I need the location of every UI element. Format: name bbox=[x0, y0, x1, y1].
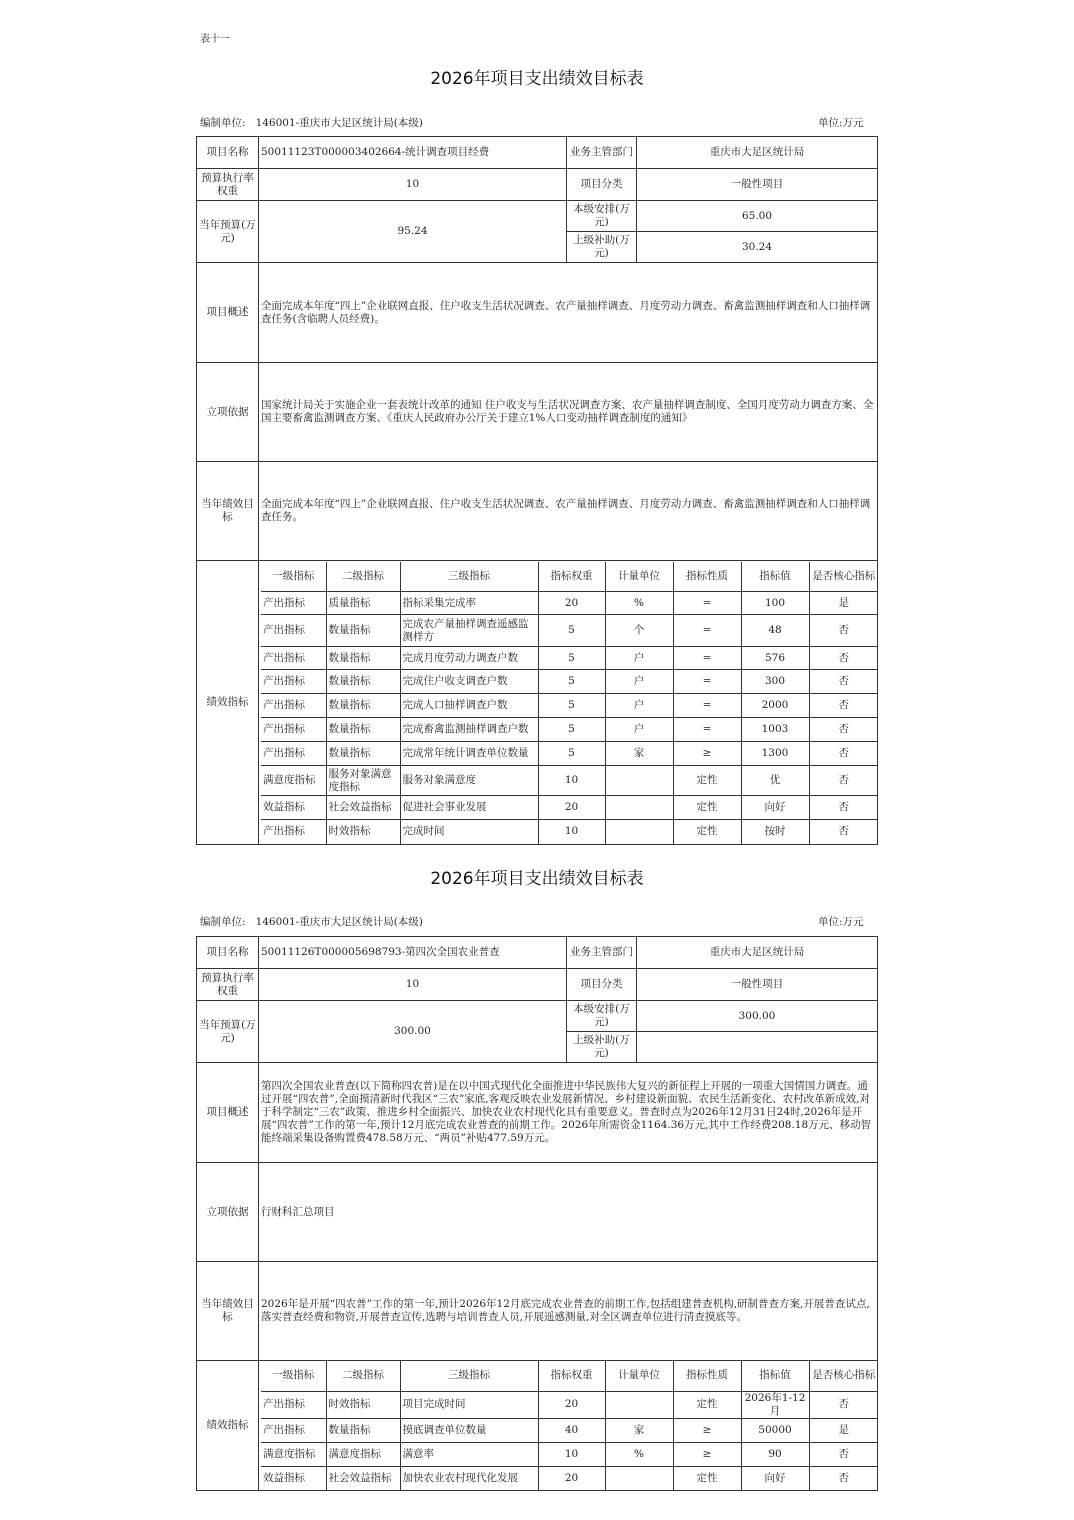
cell-unit: 户 bbox=[605, 670, 673, 694]
budget-local: 65.00 bbox=[637, 201, 878, 232]
cell-level1: 产出指标 bbox=[261, 670, 326, 694]
label-weight: 预算执行率权重 bbox=[197, 969, 259, 1001]
table-2-title: 2026年项目支出绩效目标表 bbox=[430, 869, 644, 889]
unit-label: 编制单位: bbox=[200, 916, 246, 928]
cell-level1: 产出指标 bbox=[261, 615, 326, 647]
cell-level3: 完成住户收支调查户数 bbox=[400, 670, 538, 694]
label-local: 本级安排(万元) bbox=[567, 1001, 637, 1032]
cell-value: 向好 bbox=[741, 1466, 809, 1490]
label-goal: 当年绩效目标 bbox=[197, 462, 259, 561]
sheet-number: 表十一 bbox=[200, 34, 230, 45]
weight: 10 bbox=[259, 169, 567, 201]
cell-level2: 服务对象满意度指标 bbox=[326, 766, 400, 796]
cell-level2: 数量指标 bbox=[326, 1418, 400, 1442]
cell-core: 否 bbox=[809, 718, 878, 742]
cell-nature: 定性 bbox=[673, 1466, 741, 1490]
cell-level2: 社会效益指标 bbox=[326, 796, 400, 820]
cell-level1: 效益指标 bbox=[261, 796, 326, 820]
category: 一般性项目 bbox=[637, 969, 878, 1001]
header-value: 指标值 bbox=[741, 562, 809, 592]
header-unit: 计量单位 bbox=[605, 1361, 673, 1391]
cell-core: 否 bbox=[809, 742, 878, 766]
overview: 第四次全国农业普查(以下简称四农普)是在以中国式现代化全面推进中华民族伟大复兴的新征程上开展的一项重大国情国力调查。通过开展“四农普”,全面摸清新时代我区“三农”家底,客观反映农业发展新情况、乡村建设新面貌、农民生活新变化、农村改革新成效,对于科学制定“三农”政策、推进乡村全面振兴、加快农业农村现代化具有重要意义。普查时点为2026年12月31日24时,2026年是开展“四农普”工作的第一年,预计12月底完成农业普查的前期工作。2026年所需资金1164.36万元,其中工作经费208.18万元、移动智能终端采集设备购置费478.58万元、“两员”补贴477.59万元。 bbox=[259, 1063, 878, 1163]
budget-local: 300.00 bbox=[637, 1001, 878, 1032]
table-row bbox=[261, 718, 878, 742]
table-row bbox=[261, 694, 878, 718]
cell-weight: 10 bbox=[538, 820, 605, 844]
label-budget: 当年预算(万元) bbox=[197, 201, 259, 263]
cell-level3: 加快农业农村现代化发展 bbox=[400, 1466, 538, 1490]
label-overview: 项目概述 bbox=[197, 263, 259, 363]
cell-level1: 产出指标 bbox=[261, 1418, 326, 1442]
cell-core: 否 bbox=[809, 670, 878, 694]
cell-level3: 满意率 bbox=[400, 1442, 538, 1466]
cell-unit: 户 bbox=[605, 718, 673, 742]
table-row bbox=[261, 592, 878, 615]
cell-level2: 社会效益指标 bbox=[326, 1466, 400, 1490]
label-basis: 立项依据 bbox=[197, 1163, 259, 1262]
label-superior: 上级补助(万元) bbox=[567, 232, 637, 263]
cell-level3: 完成时间 bbox=[400, 820, 538, 844]
cell-weight: 10 bbox=[538, 1442, 605, 1466]
table-2 bbox=[196, 936, 878, 1491]
header-weight: 指标权重 bbox=[538, 562, 605, 592]
unit-value: 146001-重庆市大足区统计局(本级) bbox=[255, 916, 423, 928]
project-name: 50011123T000003402664-统计调查项目经费 bbox=[259, 137, 567, 169]
cell-nature: ≥ bbox=[673, 742, 741, 766]
cell-nature: = bbox=[673, 718, 741, 742]
cell-level2: 质量指标 bbox=[326, 592, 400, 615]
cell-core: 否 bbox=[809, 615, 878, 647]
cell-value: 2026年1-12月 bbox=[741, 1391, 809, 1418]
budget-superior bbox=[637, 1032, 878, 1063]
header-level1: 一级指标 bbox=[261, 1361, 326, 1391]
dept: 重庆市大足区统计局 bbox=[637, 937, 878, 969]
cell-weight: 20 bbox=[538, 796, 605, 820]
cell-core: 否 bbox=[809, 1391, 878, 1418]
cell-value: 2000 bbox=[741, 694, 809, 718]
unit-value: 146001-重庆市大足区统计局(本级) bbox=[255, 117, 423, 129]
cell-nature: 定性 bbox=[673, 796, 741, 820]
table-2-unit bbox=[200, 914, 423, 929]
cell-nature: = bbox=[673, 670, 741, 694]
basis: 国家统计局关于实施企业一套表统计改革的通知 住户收支与生活状况调查方案、农产量抽样调查制度、全国月度劳动力调查方案、全国主要畜禽监测调查方案、《重庆人民政府办公厅关于建立1%人口变动抽样调查制度的通知》 bbox=[259, 363, 878, 462]
cell-level2: 时效指标 bbox=[326, 820, 400, 844]
header-weight: 指标权重 bbox=[538, 1361, 605, 1391]
cell-weight: 5 bbox=[538, 694, 605, 718]
table-row bbox=[261, 796, 878, 820]
cell-value: 48 bbox=[741, 615, 809, 647]
cell-level1: 效益指标 bbox=[261, 1466, 326, 1490]
label-dept: 业务主管部门 bbox=[567, 937, 637, 969]
table-row bbox=[261, 647, 878, 670]
dept: 重庆市大足区统计局 bbox=[637, 137, 878, 169]
header-nature: 指标性质 bbox=[673, 562, 741, 592]
cell-unit: 户 bbox=[605, 694, 673, 718]
budget-total: 95.24 bbox=[259, 201, 567, 263]
cell-level3: 完成人口抽样调查户数 bbox=[400, 694, 538, 718]
cell-core: 否 bbox=[809, 1466, 878, 1490]
header-level1: 一级指标 bbox=[261, 562, 326, 592]
header-core: 是否核心指标 bbox=[809, 562, 878, 592]
cell-value: 按时 bbox=[741, 820, 809, 844]
cell-nature: ≥ bbox=[673, 1442, 741, 1466]
header-level3: 三级指标 bbox=[400, 562, 538, 592]
overview: 全面完成本年度“四上”企业联网直报、住户收支生活状况调查、农产量抽样调查、月度劳动力调查、畜禽监测抽样调查和人口抽样调查任务(含临聘人员经费)。 bbox=[259, 263, 878, 363]
cell-core: 否 bbox=[809, 766, 878, 796]
cell-level3: 完成月度劳动力调查户数 bbox=[400, 647, 538, 670]
cell-level2: 满意度指标 bbox=[326, 1442, 400, 1466]
cell-nature: 定性 bbox=[673, 766, 741, 796]
table-row bbox=[261, 670, 878, 694]
cell-level1: 产出指标 bbox=[261, 592, 326, 615]
indicator-table bbox=[261, 562, 878, 844]
label-superior: 上级补助(万元) bbox=[567, 1032, 637, 1063]
header-core: 是否核心指标 bbox=[809, 1361, 878, 1391]
cell-unit bbox=[605, 820, 673, 844]
cell-level3: 完成畜禽监测抽样调查户数 bbox=[400, 718, 538, 742]
cell-level3: 项目完成时间 bbox=[400, 1391, 538, 1418]
cell-unit bbox=[605, 1466, 673, 1490]
cell-value: 1003 bbox=[741, 718, 809, 742]
cell-value: 优 bbox=[741, 766, 809, 796]
label-basis: 立项依据 bbox=[197, 363, 259, 462]
cell-value: 1300 bbox=[741, 742, 809, 766]
table-row bbox=[261, 1466, 878, 1490]
table-1-currency: 单位:万元 bbox=[818, 117, 864, 129]
cell-level3: 指标采集完成率 bbox=[400, 592, 538, 615]
cell-value: 向好 bbox=[741, 796, 809, 820]
cell-unit: 个 bbox=[605, 615, 673, 647]
cell-weight: 10 bbox=[538, 766, 605, 796]
cell-weight: 5 bbox=[538, 670, 605, 694]
cell-value: 100 bbox=[741, 592, 809, 615]
label-overview: 项目概述 bbox=[197, 1063, 259, 1163]
header-level2: 二级指标 bbox=[326, 562, 400, 592]
table-1-title: 2026年项目支出绩效目标表 bbox=[430, 69, 644, 89]
cell-level1: 产出指标 bbox=[261, 694, 326, 718]
cell-core: 否 bbox=[809, 1442, 878, 1466]
label-budget: 当年预算(万元) bbox=[197, 1001, 259, 1063]
cell-weight: 20 bbox=[538, 1466, 605, 1490]
cell-weight: 20 bbox=[538, 1391, 605, 1418]
budget-total: 300.00 bbox=[259, 1001, 567, 1063]
label-category: 项目分类 bbox=[567, 969, 637, 1001]
table-2-currency: 单位:万元 bbox=[818, 916, 864, 928]
label-dept: 业务主管部门 bbox=[567, 137, 637, 169]
cell-nature: 定性 bbox=[673, 1391, 741, 1418]
cell-nature: = bbox=[673, 647, 741, 670]
cell-value: 90 bbox=[741, 1442, 809, 1466]
cell-level1: 满意度指标 bbox=[261, 1442, 326, 1466]
cell-core: 是 bbox=[809, 1418, 878, 1442]
cell-weight: 40 bbox=[538, 1418, 605, 1442]
cell-level1: 产出指标 bbox=[261, 742, 326, 766]
cell-core: 否 bbox=[809, 694, 878, 718]
cell-nature: = bbox=[673, 615, 741, 647]
cell-value: 300 bbox=[741, 670, 809, 694]
table-row bbox=[261, 1418, 878, 1442]
cell-level2: 数量指标 bbox=[326, 615, 400, 647]
cell-level3: 完成农产量抽样调查遥感监测样方 bbox=[400, 615, 538, 647]
table-1 bbox=[196, 136, 878, 845]
table-row bbox=[261, 615, 878, 647]
header-level2: 二级指标 bbox=[326, 1361, 400, 1391]
cell-weight: 5 bbox=[538, 615, 605, 647]
cell-level2: 数量指标 bbox=[326, 647, 400, 670]
label-indicators: 绩效指标 bbox=[197, 1361, 259, 1491]
cell-weight: 5 bbox=[538, 647, 605, 670]
cell-level1: 产出指标 bbox=[261, 718, 326, 742]
cell-unit: % bbox=[605, 1442, 673, 1466]
basis: 行财科汇总项目 bbox=[259, 1163, 878, 1262]
category: 一般性项目 bbox=[637, 169, 878, 201]
cell-unit: 户 bbox=[605, 647, 673, 670]
label-indicators: 绩效指标 bbox=[197, 561, 259, 845]
cell-weight: 20 bbox=[538, 592, 605, 615]
cell-level3: 促进社会事业发展 bbox=[400, 796, 538, 820]
project-name: 50011126T000005698793-第四次全国农业普查 bbox=[259, 937, 567, 969]
cell-unit: 家 bbox=[605, 1418, 673, 1442]
unit-label: 编制单位: bbox=[200, 117, 246, 129]
cell-level1: 产出指标 bbox=[261, 647, 326, 670]
goal: 全面完成本年度“四上”企业联网直报、住户收支生活状况调查、农产量抽样调查、月度劳动力调查、畜禽监测抽样调查和人口抽样调查任务。 bbox=[259, 462, 878, 561]
label-goal: 当年绩效目标 bbox=[197, 1262, 259, 1361]
cell-level1: 产出指标 bbox=[261, 1391, 326, 1418]
cell-nature: = bbox=[673, 694, 741, 718]
cell-weight: 5 bbox=[538, 742, 605, 766]
cell-core: 否 bbox=[809, 647, 878, 670]
header-value: 指标值 bbox=[741, 1361, 809, 1391]
cell-level2: 数量指标 bbox=[326, 694, 400, 718]
cell-unit bbox=[605, 1391, 673, 1418]
header-nature: 指标性质 bbox=[673, 1361, 741, 1391]
cell-level1: 满意度指标 bbox=[261, 766, 326, 796]
cell-core: 是 bbox=[809, 592, 878, 615]
cell-unit: % bbox=[605, 592, 673, 615]
cell-level2: 数量指标 bbox=[326, 670, 400, 694]
header-level3: 三级指标 bbox=[400, 1361, 538, 1391]
cell-level2: 数量指标 bbox=[326, 742, 400, 766]
indicator-table bbox=[261, 1361, 878, 1490]
indicator-cell bbox=[259, 1361, 878, 1491]
cell-core: 否 bbox=[809, 820, 878, 844]
label-weight: 预算执行率权重 bbox=[197, 169, 259, 201]
table-1-unit bbox=[200, 115, 423, 130]
weight: 10 bbox=[259, 969, 567, 1001]
table-row bbox=[261, 742, 878, 766]
cell-level2: 数量指标 bbox=[326, 718, 400, 742]
cell-level3: 服务对象满意度 bbox=[400, 766, 538, 796]
label-project-name: 项目名称 bbox=[197, 937, 259, 969]
cell-nature: 定性 bbox=[673, 820, 741, 844]
table-row bbox=[261, 766, 878, 796]
goal: 2026年是开展“四农普”工作的第一年,预计2026年12月底完成农业普查的前期工作,包括组建普查机构,研制普查方案,开展普查试点,落实普查经费和物资,开展普查宣传,选聘与培训普查人员,开展遥感测量,对全区调查单位进行清查摸底等。 bbox=[259, 1262, 878, 1361]
cell-level3: 摸底调查单位数量 bbox=[400, 1418, 538, 1442]
cell-level3: 完成常年统计调查单位数量 bbox=[400, 742, 538, 766]
label-local: 本级安排(万元) bbox=[567, 201, 637, 232]
cell-value: 576 bbox=[741, 647, 809, 670]
cell-core: 否 bbox=[809, 796, 878, 820]
indicator-cell bbox=[259, 561, 878, 845]
cell-weight: 5 bbox=[538, 718, 605, 742]
header-unit: 计量单位 bbox=[605, 562, 673, 592]
label-category: 项目分类 bbox=[567, 169, 637, 201]
table-row bbox=[261, 1391, 878, 1418]
budget-superior: 30.24 bbox=[637, 232, 878, 263]
cell-level2: 时效指标 bbox=[326, 1391, 400, 1418]
cell-nature: ≥ bbox=[673, 1418, 741, 1442]
label-project-name: 项目名称 bbox=[197, 137, 259, 169]
table-row bbox=[261, 820, 878, 844]
cell-level1: 产出指标 bbox=[261, 820, 326, 844]
table-row bbox=[261, 1442, 878, 1466]
cell-value: 50000 bbox=[741, 1418, 809, 1442]
cell-unit bbox=[605, 796, 673, 820]
cell-nature: = bbox=[673, 592, 741, 615]
cell-unit: 家 bbox=[605, 742, 673, 766]
cell-unit bbox=[605, 766, 673, 796]
